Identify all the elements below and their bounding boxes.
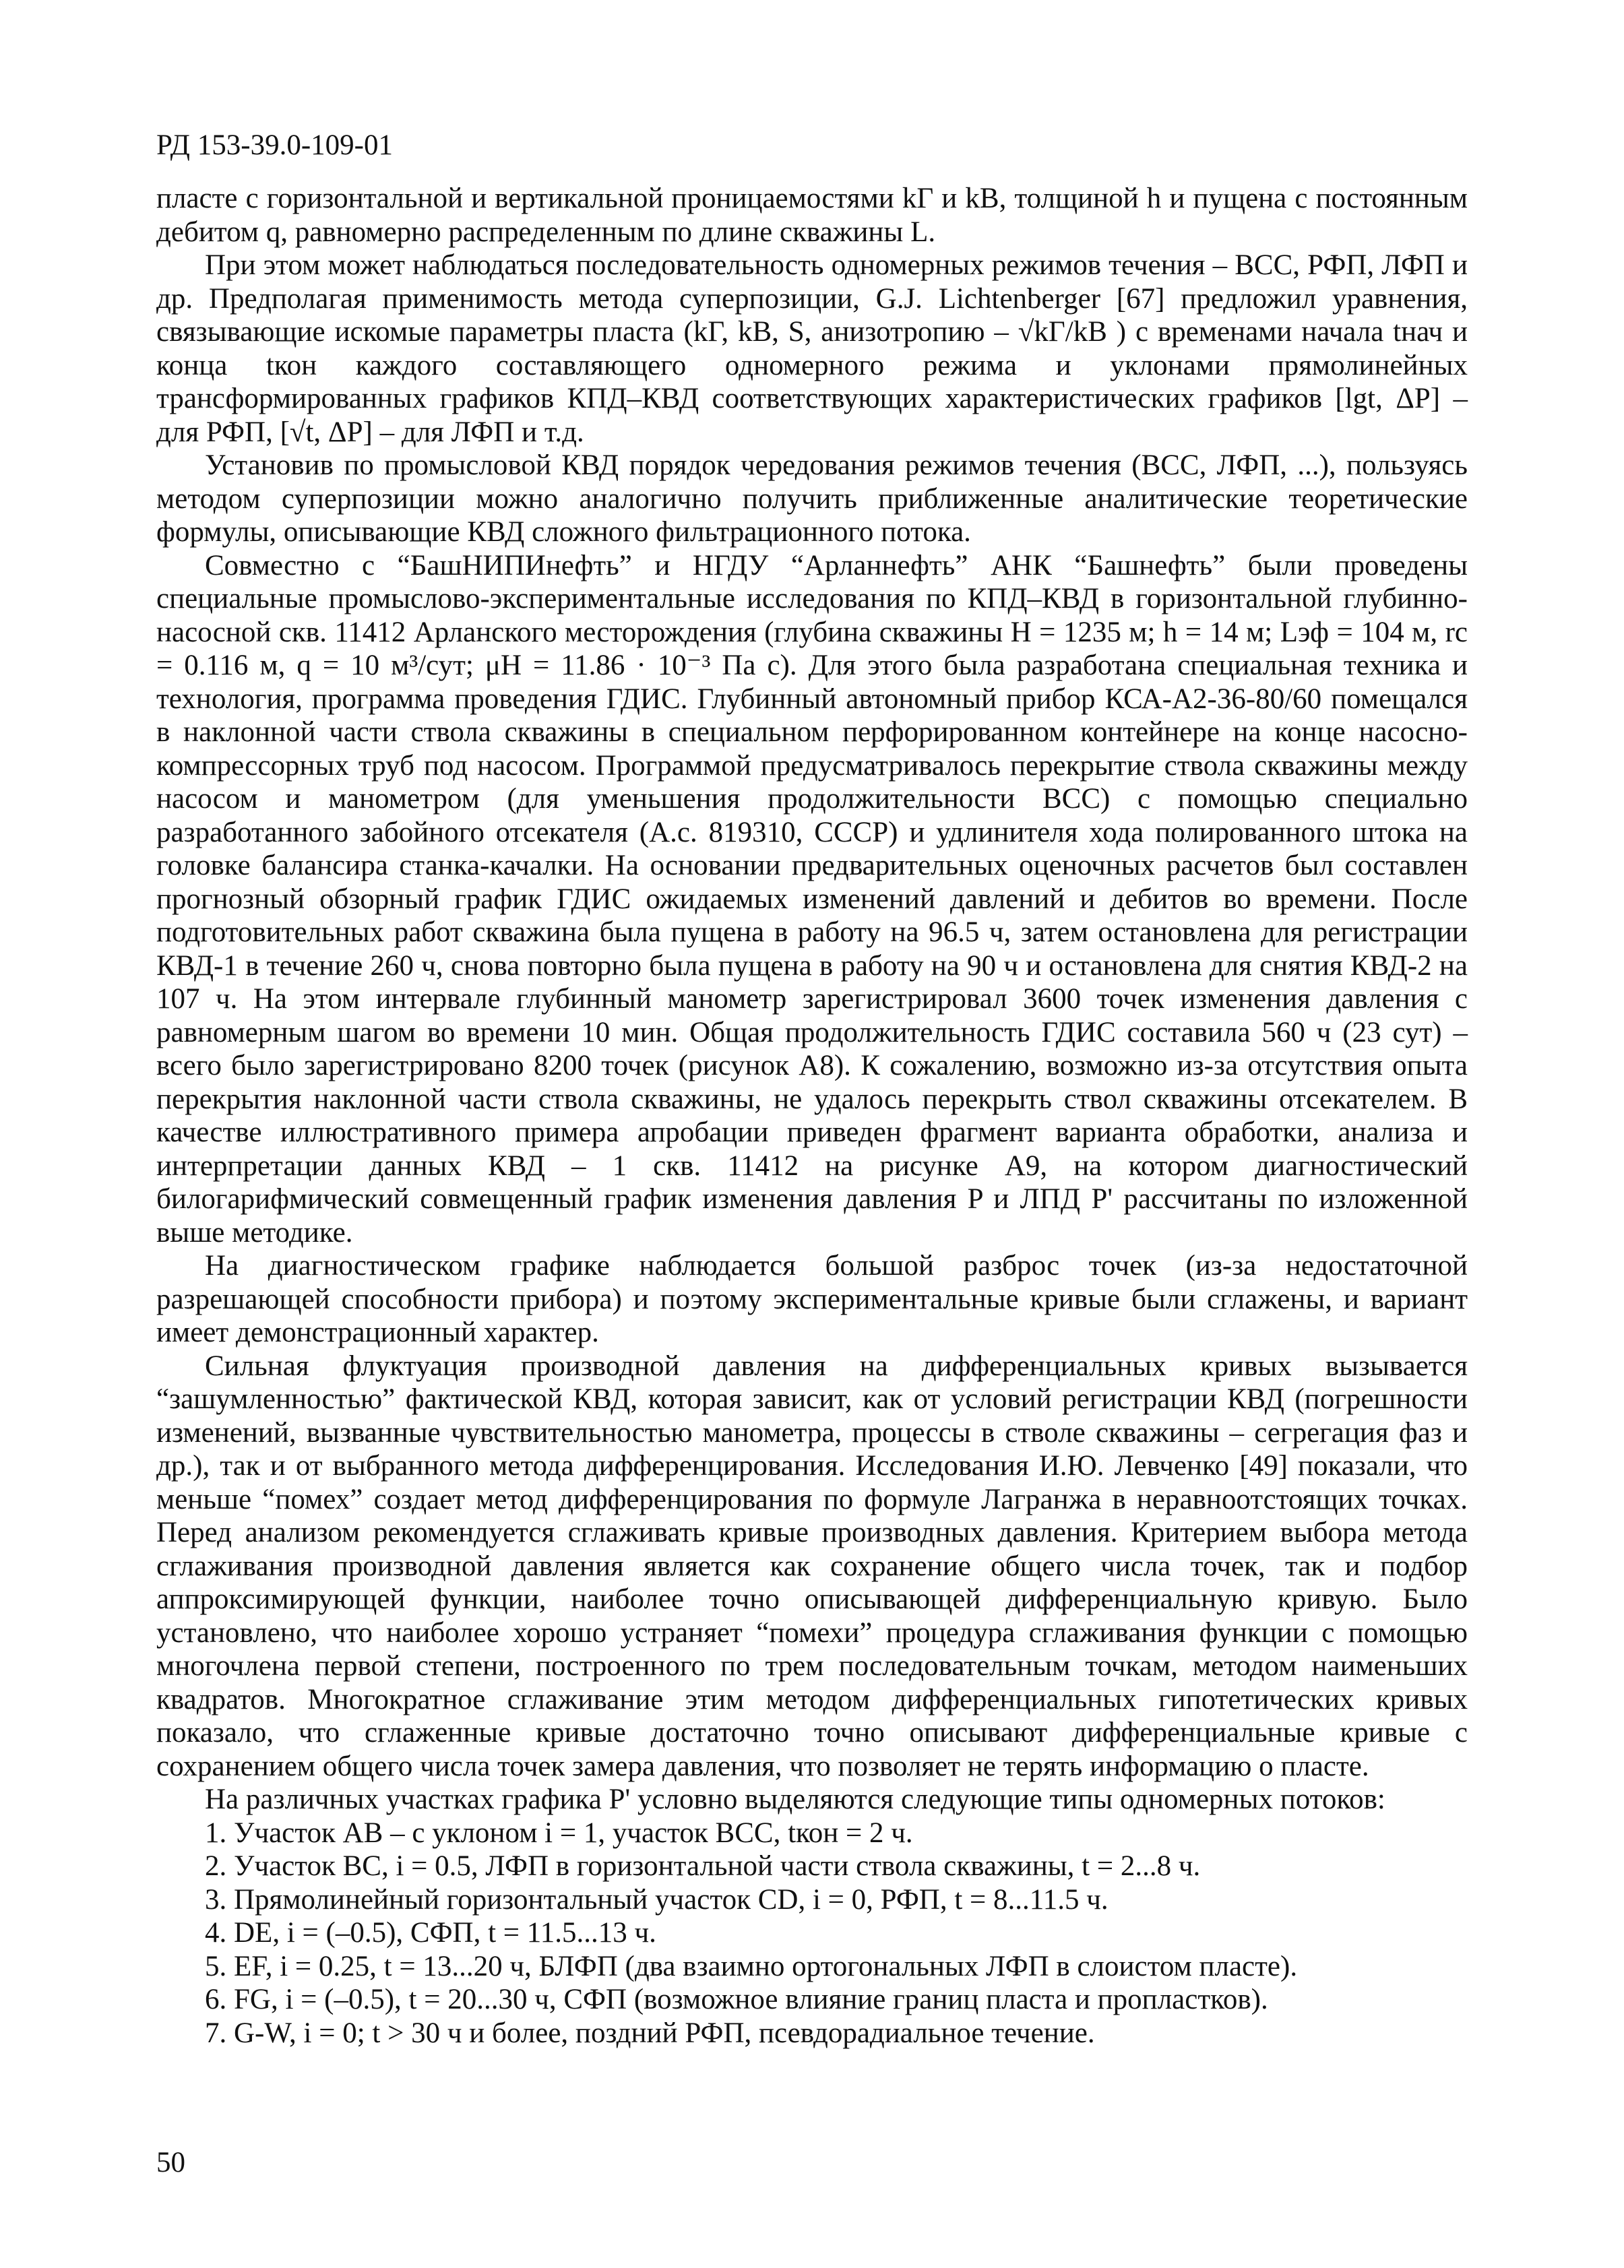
paragraph: пласте с горизонтальной и вертикальной проницаемостями kГ и kВ, толщиной h и пущена с постоянным дебитом q, равномерно распределенным по длине скважины L. bbox=[156, 183, 1468, 248]
flow-types-list bbox=[156, 1817, 1468, 2050]
paragraph: Установив по промысловой КВД порядок чередования режимов течения (ВСС, ЛФП, ...), пользуясь методом суперпозиции можно аналогично получить приближенные аналитические теоретические формулы, описывающие КВД сложного фильтрационного потока. bbox=[156, 449, 1468, 548]
list-item: 5. EF, i = 0.25, t = 13...20 ч, БЛФП (два взаимно ортогональных ЛФП в слоистом пласте). bbox=[205, 1950, 1298, 1982]
list-item: 1. Участок AB – с уклоном i = 1, участок ВСС, tкон = 2 ч. bbox=[205, 1817, 913, 1849]
document-header: РД 153-39.0-109-01 bbox=[156, 129, 393, 161]
body-text bbox=[156, 182, 1468, 2050]
paragraph: Совместно с “БашНИПИнефть” и НГДУ “Арланнефть” АНК “Башнефть” были проведены специальные промыслово-экспериментальные исследования по КПД–КВД в горизонтальной глубинно-насосной скв. 11412 Арланского месторождения (глубина скважины H = 1235 м; h = 14 м; Lэф = 104 м, rс = 0.116 м, q = 10 м³/сут; μН = 11.86 · 10⁻³ Па с). Для этого была разработана специальная техника и технология, программа проведения ГДИС. Глубинный автономный прибор КСА-А2-36-80/60 помещался в наклонной части ствола скважины в специальном перфорированном контейнере на конце насосно-компрессорных труб под насосом. Программой предусматривалось перекрытие ствола скважины между насосом и манометром (для уменьшения продолжительности ВСС) с помощью специально разработанного забойного отсекателя (А.с. 819310, СССР) и удлинителя хода полированного штока на головке балансира станка-качалки. На основании предварительных оценочных расчетов был составлен прогнозный обзорный график ГДИС ожидаемых изменений давлений и дебитов во времени. После подготовительных работ скважина была пущена в работу на 96.5 ч, затем остановлена для регистрации КВД-1 в течение 260 ч, снова повторно была пущена в работу на 90 ч и остановлена для снятия КВД-2 на 107 ч. На этом интервале глубинный манометр зарегистрировал 3600 точек изменения давления с равномерным шагом во времени 10 мин. Общая продолжительность ГДИС составила 560 ч (23 сут) – всего было зарегистрировано 8200 точек (рисунок А8). К сожалению, возможно из-за отсутствия опыта перекрытия наклонной части ствола скважины, не удалось перекрыть ствол скважины отсекателем. В качестве иллюстративного примера апробации приведен фрагмент варианта обработки, анализа и интерпретации данных КВД – 1 скв. 11412 на рисунке А9, на котором диагностический билогарифмический совмещенный график изменения давления P и ЛПД P' рассчитаны по изложенной выше методике. bbox=[156, 549, 1468, 1249]
paragraph: На различных участках графика P' условно выделяются следующие типы одномерных потоков: bbox=[205, 1784, 1385, 1815]
list-item: 4. DE, i = (–0.5), СФП, t = 11.5...13 ч. bbox=[205, 1917, 656, 1949]
list-item: 2. Участок BC, i = 0.5, ЛФП в горизонтальной части ствола скважины, t = 2...8 ч. bbox=[205, 1850, 1201, 1882]
paragraph: Сильная флуктуация производной давления на дифференциальных кривых вызывается “зашумленностью” фактической КВД, которая зависит, как от условий регистрации КВД (погрешности изменений, вызванные чувствительностью манометра, процессы в стволе скважины – сегрегация фаз и др.), так и от выбранного метода дифференцирования. Исследования И.Ю. Левченко [49] показали, что меньше “помех” создает метод дифференцирования по формуле Лагранжа в неравноотстоящих точках. Перед анализом рекомендуется сглаживать кривые производных давления. Критерием выбора метода сглаживания производной давления является как сохранение общего числа точек, так и подбор аппроксимирующей функции, наиболее точно описывающей дифференциальную кривую. Было установлено, что наиболее хорошо устраняет “помехи” процедура сглаживания функции с помощью многочлена первой степени, построенного по трем последовательным точкам, методом наименьших квадратов. Многократное сглаживание этим методом дифференциальных гипотетических кривых показало, что сглаженные кривые достаточно точно описывают дифференциальные кривые с сохранением общего числа точек замера давления, что позволяет не терять информацию о пласте. bbox=[156, 1350, 1468, 1782]
page-number: 50 bbox=[156, 2147, 185, 2178]
paragraph: На диагностическом графике наблюдается большой разброс точек (из-за недостаточной разрешающей способности прибора) и поэтому экспериментальные кривые были сглажены, и вариант имеет демонстрационный характер. bbox=[156, 1250, 1468, 1348]
list-item: 6. FG, i = (–0.5), t = 20...30 ч, СФП (возможное влияние границ пласта и пропластков). bbox=[205, 1984, 1268, 2015]
paragraph: При этом может наблюдаться последовательность одномерных режимов течения – ВСС, РФП, ЛФП и др. Предполагая применимость метода суперпозиции, G.J. Lichtenberger [67] предложил уравнения, связывающие искомые параметры пласта (kГ, kВ, S, анизотропию – √kГ/kВ ) с временами начала tнач и конца tкон каждого составляющего одномерного режима и уклонами прямолинейных трансформированных графиков КПД–КВД соответствующих характеристических графиков [lgt, ΔP] – для РФП, [√t, ΔP] – для ЛФП и т.д. bbox=[156, 249, 1468, 448]
list-item: 7. G-W, i = 0; t > 30 ч и более, поздний РФП, псевдорадиальное течение. bbox=[205, 2017, 1095, 2049]
list-item: 3. Прямолинейный горизонтальный участок CD, i = 0, РФП, t = 8...11.5 ч. bbox=[205, 1883, 1108, 1916]
